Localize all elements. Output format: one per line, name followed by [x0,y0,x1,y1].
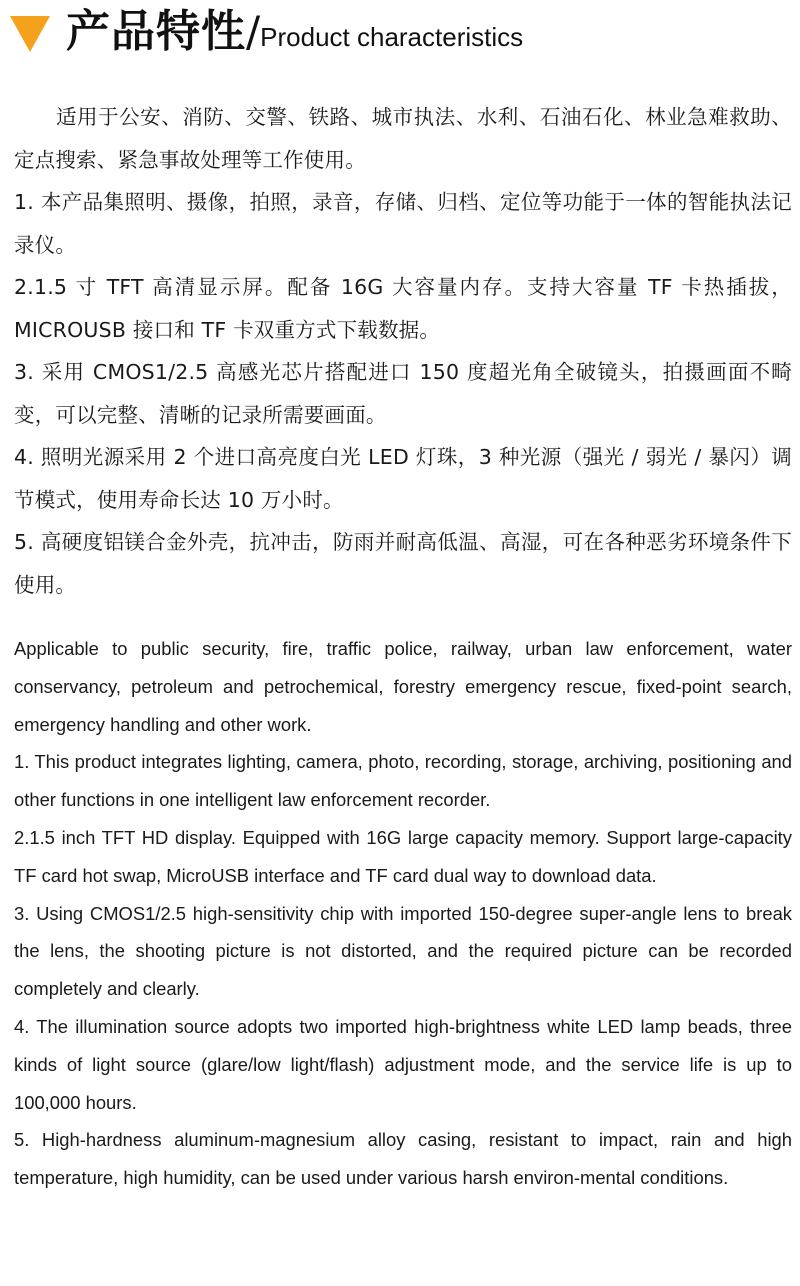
english-feature-5: 5. High-hardness aluminum-magnesium alloy casing, resistant to impact, rain and high temperature, high humidity, can be used under various harsh environ-mental conditions. [14,1129,792,1189]
chinese-intro: 适用于公安、消防、交警、铁路、城市执法、水利、石油石化、林业急难救助、定点搜索、紧急事故处理等工作使用。 [14,105,792,172]
chinese-feature-2: 2.1.5 寸 TFT 高清显示屏。配备 16G 大容量内存。支持大容量 TF 卡热插拔，MICROUSB 接口和 TF 卡双重方式下载数据。 [14,275,792,342]
english-description [14,630,792,1197]
english-feature-2: 2.1.5 inch TFT HD display. Equipped with 16G large capacity memory. Support large-capacity TF card hot swap, MicroUSB interface and TF card dual way to download data. [14,826,792,886]
english-intro: Applicable to public security, fire, traffic police, railway, urban law enforcement, water conservancy, petroleum and petrochemical, forestry emergency rescue, fixed-point search, emergency handling and other work. [14,638,792,735]
chinese-feature-1: 1. 本产品集照明、摄像，拍照，录音，存储、归档、定位等功能于一体的智能执法记录仪。 [14,190,792,257]
down-triangle-icon [10,16,50,52]
english-feature-3: 3. Using CMOS1/2.5 high-sensitivity chip with imported 150-degree super-angle lens to break the lens, the shooting picture is not distorted, and the required picture can be recorded completely and clearly. [14,902,792,1000]
chinese-feature-5: 5. 高硬度铝镁合金外壳，抗冲击，防雨并耐高低温、高湿，可在各种恶劣环境条件下使用。 [14,530,792,597]
title-english: Product characteristics [260,22,524,52]
english-feature-4: 4. The illumination source adopts two imported high-brightness white LED lamp beads, three kinds of light source (glare/low light/flash) adjustment mode, and the service life is up to 100,000 hours. [14,1015,792,1113]
title-slash: / [246,7,261,56]
chinese-feature-3: 3. 采用 CMOS1/2.5 高感光芯片搭配进口 150 度超光角全破镜头，拍摄画面不畸变，可以完整、清晰的记录所需要画面。 [14,360,792,427]
chinese-feature-4: 4. 照明光源采用 2 个进口高亮度白光 LED 灯珠，3 种光源（强光 / 弱光 / 暴闪）调节模式，使用寿命长达 10 万小时。 [14,445,792,512]
english-feature-1: 1. This product integrates lighting, camera, photo, recording, storage, archiving, positioning and other functions in one intelligent law enforcement recorder. [14,751,792,811]
section-header [0,0,800,70]
chinese-description [14,96,792,606]
title-chinese: 产品特性 [66,6,246,57]
section-title [66,2,523,62]
